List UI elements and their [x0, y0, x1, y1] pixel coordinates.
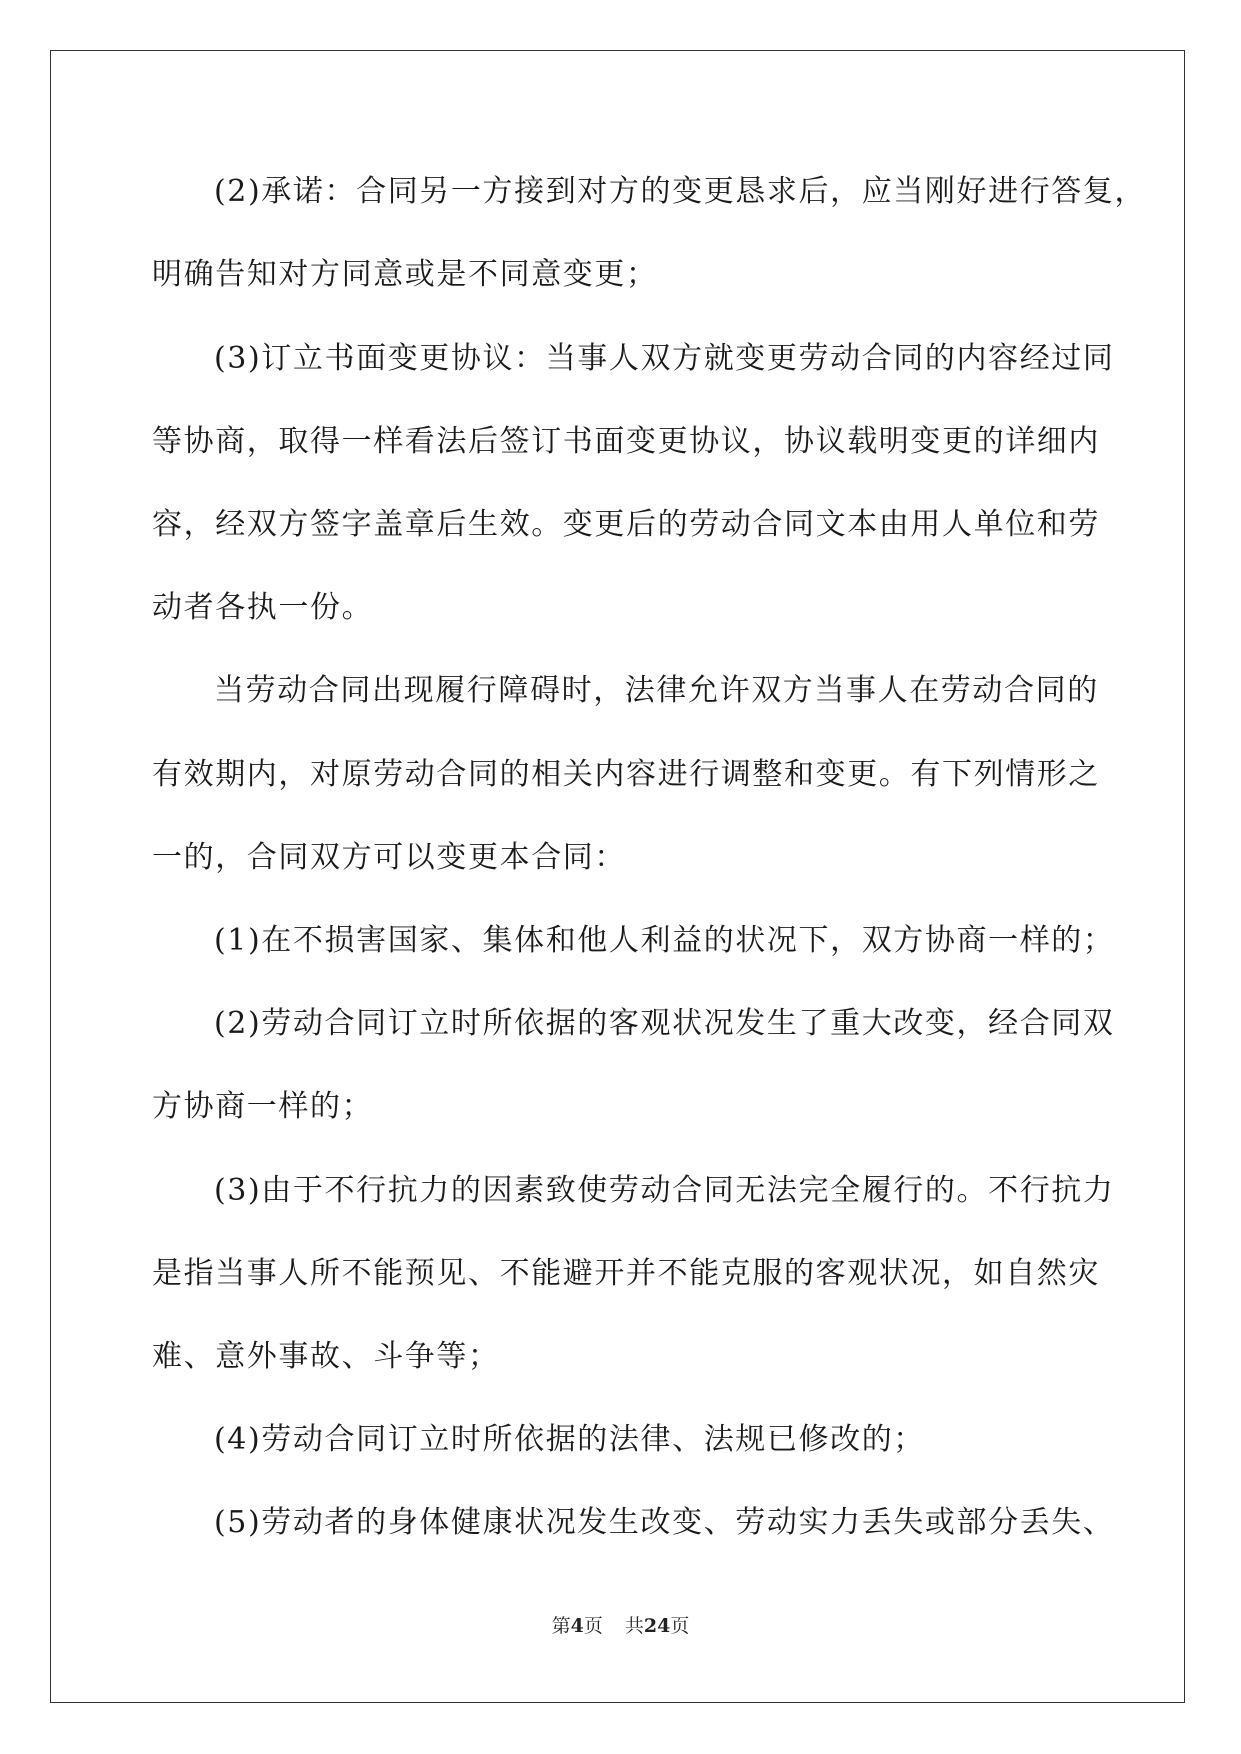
text-line: 明确告知对方同意或是不同意变更；	[152, 257, 658, 292]
text-line: 一的，合同双方可以变更本合同：	[152, 840, 626, 875]
text-line: 是指当事人所不能预见、不能避开并不能克服的客观状况，如自然灾	[152, 1256, 1100, 1291]
total-label-prefix: 共	[624, 1615, 644, 1637]
text-line: 当劳动合同出现履行障碍时，法律允许双方当事人在劳动合同的	[214, 673, 1099, 708]
text-line: (5)劳动者的身体健康状况发生改变、劳动实力丢失或部分丢失、	[214, 1505, 1115, 1540]
text-line: 难、意外事故、斗争等；	[152, 1339, 500, 1374]
page-label-suffix: 页	[583, 1615, 603, 1637]
total-pages: 24	[643, 1615, 671, 1637]
text-line: (3)由于不行抗力的因素致使劳动合同无法完全履行的。不行抗力	[214, 1173, 1115, 1208]
total-label-suffix: 页	[670, 1615, 690, 1637]
page-footer	[0, 1614, 1241, 1638]
text-line: 容，经双方签字盖章后生效。变更后的劳动合同文本由用人单位和劳	[152, 507, 1100, 542]
text-line: (4)劳动合同订立时所依据的法律、法规已修改的；	[214, 1422, 925, 1457]
text-line: (3)订立书面变更协议：当事人双方就变更劳动合同的内容经过同	[214, 341, 1115, 376]
text-line: (2)劳动合同订立时所依据的客观状况发生了重大改变，经合同双	[214, 1006, 1115, 1041]
text-line: 动者各执一份。	[152, 590, 374, 625]
text-line: 方协商一样的；	[152, 1089, 374, 1124]
text-line: (1)在不损害国家、集体和他人利益的状况下，双方协商一样的；	[214, 923, 1115, 958]
page-label-prefix: 第	[551, 1615, 571, 1637]
text-line: (2)承诺：合同另一方接到对方的变更恳求后，应当刚好进行答复，	[214, 174, 1147, 209]
text-line: 有效期内，对原劳动合同的相关内容进行调整和变更。有下列情形之	[152, 757, 1100, 792]
text-line: 等协商，取得一样看法后签订书面变更协议，协议载明变更的详细内	[152, 424, 1100, 459]
page-number: 4	[570, 1615, 584, 1637]
